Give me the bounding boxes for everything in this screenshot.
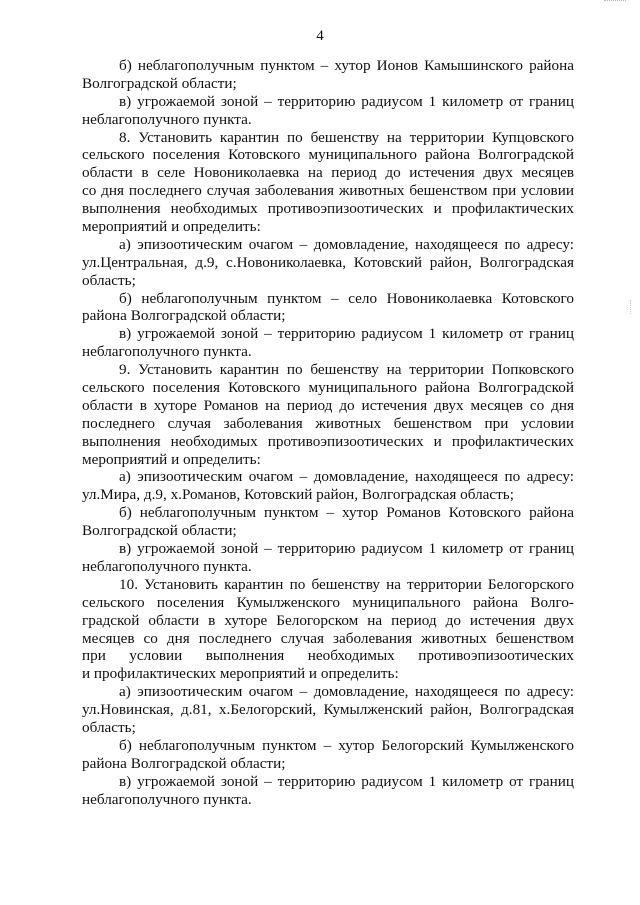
text-line: б) неблагополучным пунктом – хутор Романов Котовского района (119, 504, 574, 522)
text-line: при условии выполнения необходимых противоэпизоотических (82, 647, 574, 665)
text-line: неблагополучного пункта. (82, 557, 252, 575)
text-line: ул.Новинская, д.81, х.Белогорский, Кумылженский район, Волгоградская (82, 701, 574, 719)
text-line: сельского поселения Котовского муниципального района Волгоградской (82, 146, 574, 164)
text-line: Волгоградской области; (82, 74, 237, 92)
text-line: неблагополучного пункта. (82, 790, 252, 808)
text-line: область; (82, 718, 136, 736)
text-line: ул.Центральная, д.9, с.Новониколаевка, Котовский район, Волгоградская (82, 253, 574, 271)
document-body (82, 57, 574, 808)
text-line: области в хуторе Романов на период до истечения двух месяцев со дня (82, 396, 574, 414)
text-line: со дня последнего случая заболевания животных бешенством при условии (82, 182, 574, 200)
text-line: в) угрожаемой зоной – территорию радиусом 1 километр от границ (119, 325, 574, 343)
text-line: выполнения необходимых противоэпизоотических и профилактических (82, 432, 574, 450)
text-line: района Волгоградской области; (82, 307, 286, 325)
text-line: неблагополучного пункта. (82, 110, 252, 128)
text-line: выполнения необходимых противоэпизоотических и профилактических (82, 200, 574, 218)
text-line: б) неблагополучным пунктом – хутор Ионов Камышинского района (119, 57, 574, 74)
text-line: Волгоградской области; (82, 522, 237, 540)
text-line: область; (82, 271, 136, 289)
text-line: области в селе Новониколаевка на период до истечения двух месяцев (82, 164, 574, 182)
text-line: 9. Установить карантин по бешенству на территории Попковского (119, 361, 574, 379)
text-line: градской области в хуторе Белогорском на период до истечения двух (82, 611, 574, 629)
text-line: сельского поселения Кумылженского муниципального района Волго- (82, 593, 574, 611)
text-line: 8. Установить карантин по бешенству на территории Купцовского (119, 128, 574, 146)
scan-edge-mark (630, 300, 632, 314)
text-line: б) неблагополучным пунктом – село Новониколаевка Котовского (119, 289, 574, 307)
text-line: 10. Установить карантин по бешенству на территории Белогорского (119, 575, 574, 593)
text-line: мероприятий и определить: (82, 450, 261, 468)
text-line: неблагополучного пункта. (82, 343, 252, 361)
text-line: района Волгоградской области; (82, 754, 286, 772)
text-line: месяцев со дня последнего случая заболевания животных бешенством (82, 629, 574, 647)
text-line: а) эпизоотическим очагом – домовладение, находящееся по адресу: (119, 235, 574, 253)
text-line: ул.Мира, д.9, х.Романов, Котовский район, Волгоградская область; (82, 486, 514, 504)
text-line: в) угрожаемой зоной – территорию радиусом 1 километр от границ (119, 92, 574, 110)
text-line: и профилактических мероприятий и определить: (82, 665, 399, 683)
text-line: мероприятий и определить: (82, 218, 261, 236)
text-line: в) угрожаемой зоной – территорию радиусом 1 километр от границ (119, 540, 574, 558)
text-line: а) эпизоотическим очагом – домовладение, находящееся по адресу: (119, 683, 574, 701)
text-line: а) эпизоотическим очагом – домовладение, находящееся по адресу: (119, 468, 574, 486)
text-line: последнего случая заболевания животных бешенством при условии (82, 414, 574, 432)
page-number: 4 (316, 28, 324, 44)
text-line: б) неблагополучным пунктом – хутор Белогорский Кумылженского (119, 736, 574, 754)
scan-corner-mark (604, 0, 626, 3)
text-line: в) угрожаемой зоной – территорию радиусом 1 километр от границ (119, 772, 574, 790)
text-line: сельского поселения Котовского муниципального района Волгоградской (82, 379, 574, 397)
